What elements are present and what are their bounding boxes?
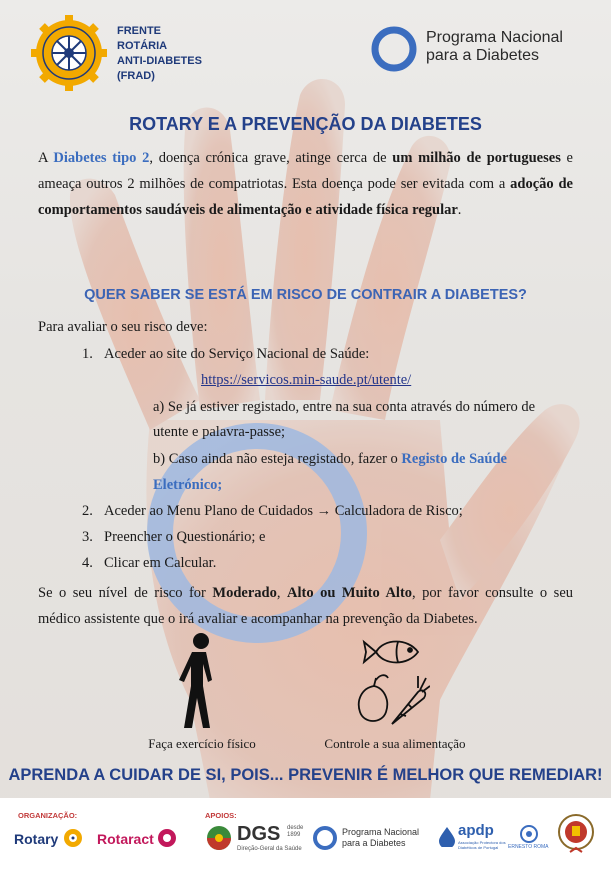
apdp-drop-icon [436, 825, 458, 847]
intro-bold: adoção de comportamentos saudáveis de alimentação e atividade física regular [38, 176, 573, 218]
pnd-line: para a Diabetes [426, 47, 539, 64]
apdp-subtitle: Associação Protectora dos Diabéticos de Portugal [458, 840, 506, 850]
ernesto-roma-logo-icon [516, 824, 542, 844]
dgs-since-line: 1899 [287, 832, 301, 838]
intro-bold: um milhão de portugueses [392, 150, 561, 166]
footer-logos [0, 798, 611, 870]
registo-saude-highlight: Registo de Saúde [401, 451, 507, 467]
closing-text: , [276, 585, 287, 601]
dgs-subtitle: Direção-Geral da Saúde [237, 846, 302, 852]
exercise-caption: Faça exercício físico [148, 736, 256, 751]
closing-text: Se o seu nível de risco for [38, 585, 213, 601]
dgs-since [287, 825, 303, 839]
step-number: 1. [82, 346, 93, 362]
risk-level-bold: Moderado [212, 585, 277, 601]
step-text: Preencher o Questionário; e [104, 529, 266, 545]
page-title: ROTARY E A PREVENÇÃO DA DIABETES [129, 114, 482, 134]
step-text: Aceder ao site do Serviço Nacional de Saúde: [104, 346, 370, 362]
frad-title [117, 24, 237, 84]
ernesto-roma-text: ERNESTO ROMA [508, 844, 549, 850]
rotaract-gear-icon [156, 827, 178, 849]
substep-b-text: b) Caso ainda não esteja registado, fazer o [153, 451, 402, 467]
intro-paragraph [38, 145, 573, 223]
walking-person-icon [170, 632, 230, 730]
intro-text: A [38, 150, 54, 166]
substep-b-line1 [153, 446, 507, 472]
substep-a-line1: a) Se já estiver registado, entre na sua conta através do número de [153, 399, 536, 415]
frad-line: ANTI-DIABETES [117, 55, 202, 67]
food-caption: Controle a sua alimentação [324, 736, 466, 751]
intro-text: . [457, 202, 462, 218]
question-title: QUER SABER SE ESTÁ EM RISCO DE CONTRAIR A DIABETES? [84, 287, 527, 303]
apoios-label: APOIOS: [205, 811, 237, 820]
substep-a-line2: utente e palavra-passe; [153, 424, 286, 440]
rotaract-logo-text: Rotaract [97, 831, 154, 847]
pnd-line: Programa Nacional [426, 29, 563, 46]
rotary-logo-text: Rotary [14, 831, 59, 847]
rotary-small-gear-icon [62, 827, 84, 849]
sns-link[interactable]: https://servicos.min-saude.pt/utente/ [201, 372, 412, 388]
municipal-crest-icon [556, 812, 596, 856]
risk-level-bold: Alto ou Muito Alto [286, 585, 413, 601]
pnd-small-ring-icon [312, 825, 338, 851]
intro-text: e ameaça outros 2 milhões de compatriotas. Esta doença pode ser evitada com a [38, 150, 573, 192]
registo-saude-highlight-cont: Eletrónico; [153, 477, 223, 493]
pnd-logo-text [426, 29, 563, 65]
pnd-footer-line: para a Diabetes [342, 838, 406, 848]
step-number: 4. [82, 555, 93, 571]
apdp-logo-text: apdp [458, 822, 494, 839]
step-text: Clicar em Calcular. [104, 555, 217, 571]
dgs-emblem-icon [205, 824, 233, 852]
pnd-footer-line: Programa Nacional [342, 827, 420, 837]
frad-line: (FRAD) [117, 70, 155, 82]
dgs-since-line: desde [287, 825, 304, 831]
slogan: APRENDA A CUIDAR DE SI, POIS... PREVENIR É MELHOR QUE REMEDIAR! [8, 766, 603, 784]
pnd-footer-text [342, 827, 419, 849]
dgs-logo-text: DGS [237, 823, 281, 845]
frad-line: ROTÁRIA [117, 40, 168, 52]
fish-fruit-carrot-icon [352, 632, 430, 727]
step-number: 2. [82, 503, 93, 519]
rotary-gear-icon [30, 14, 108, 92]
diabetes-type2-highlight: Diabetes tipo 2 [53, 150, 150, 166]
closing-paragraph [38, 580, 573, 632]
step-number: 3. [82, 529, 93, 545]
organizacao-label: ORGANIZAÇÃO: [18, 811, 78, 820]
step-text: Aceder ao Menu Plano de Cuidados → Calculadora de Risco; [104, 503, 463, 519]
pnd-ring-icon [370, 25, 418, 73]
frad-line: FRENTE [117, 25, 161, 37]
intro-text: , doença crónica grave, atinge cerca de [149, 150, 393, 166]
lead-text: Para avaliar o seu risco deve: [38, 319, 208, 335]
closing-text: , por favor consulte o seu médico assistente que o irá avaliar e acompanhar na prevenção da Diabetes. [38, 585, 574, 627]
